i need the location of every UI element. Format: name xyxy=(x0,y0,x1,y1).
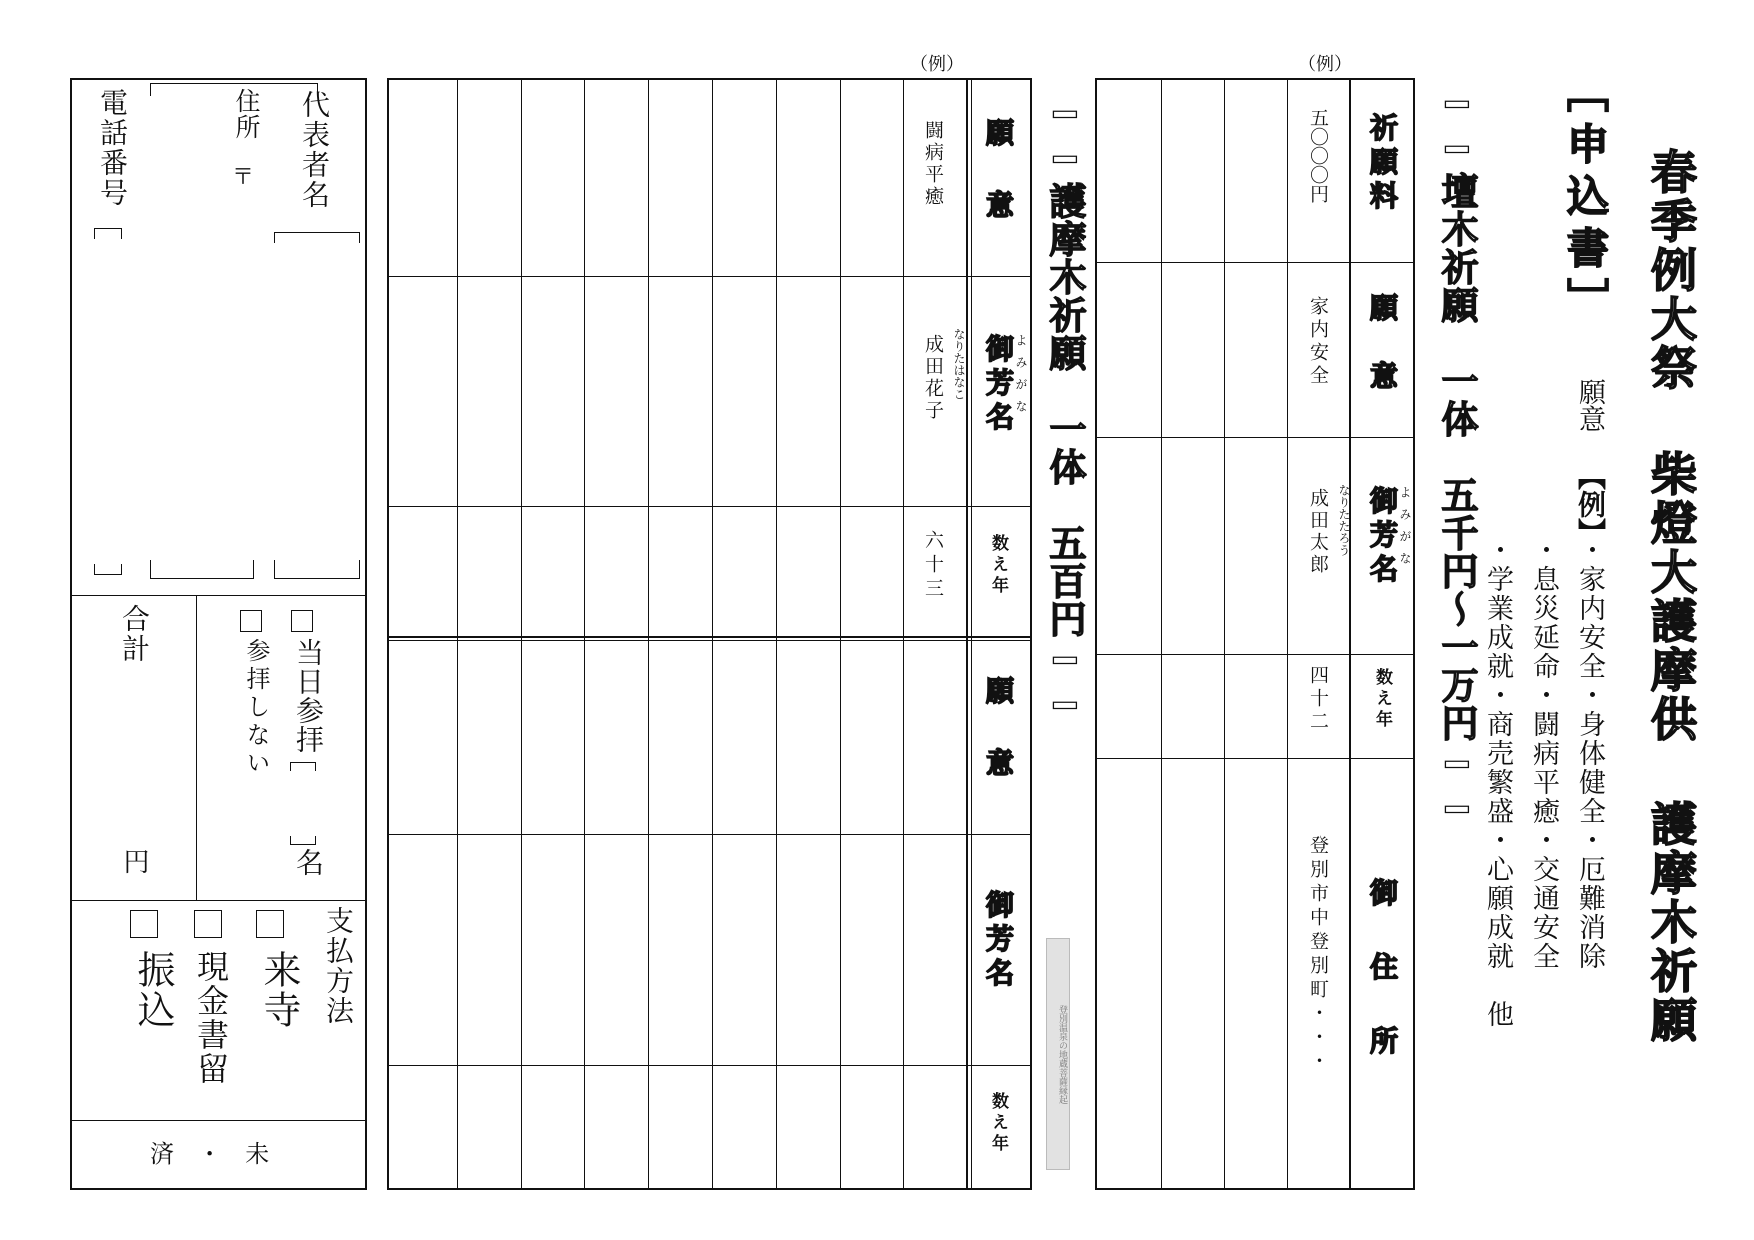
dan-example-label: （例） xyxy=(1298,54,1352,75)
attend-count-field[interactable] xyxy=(292,772,314,832)
title-line1: 春季例大祭 柴燈大護摩供 xyxy=(1644,148,1698,744)
persons-unit: 名 xyxy=(292,848,325,876)
status-mark: 済 ・ 未 xyxy=(150,1140,278,1168)
example-tag: 【例】 xyxy=(1574,462,1607,546)
attend-count-bracket-top xyxy=(290,762,316,771)
goma-grid xyxy=(387,78,1032,1190)
phone-label: 電話番号 xyxy=(96,88,129,208)
goma-header-name: 御芳名 xyxy=(982,334,1015,436)
wish-label: 願意 xyxy=(1574,378,1605,432)
goma-example-age: 六十三 xyxy=(922,530,944,602)
dan-header-age: 数え年 xyxy=(1372,668,1392,731)
payment-registered-mail-label: 現金書留 xyxy=(192,950,230,1086)
payment-visit-label: 来寺 xyxy=(257,950,301,1030)
goma-header-age-2: 数え年 xyxy=(988,1092,1008,1155)
address-bracket-top xyxy=(150,83,318,96)
goma-example-wish: 闘病平癒 xyxy=(922,120,944,208)
form-heading: ［申込書］ xyxy=(1561,70,1610,330)
address-label: 住所 xyxy=(232,88,261,140)
rep-name-field[interactable] xyxy=(278,244,356,556)
dan-example-age: 四十二 xyxy=(1307,665,1329,734)
wishes-line2: ・息災延命・闘病平癒・交通安全 xyxy=(1528,536,1559,971)
rep-name-bracket-bottom xyxy=(274,560,360,579)
phone-bracket-bottom xyxy=(94,564,122,575)
rep-name-bracket-top xyxy=(274,232,360,243)
dan-header-name-ruby: よみがな xyxy=(1398,486,1412,574)
phone-field[interactable] xyxy=(96,240,120,560)
goma-example-name-ruby: なりたはなこ xyxy=(952,328,966,400)
dan-example-fee: 五〇〇〇円 xyxy=(1307,108,1329,203)
wishes-line3: ・学業成就・商売繁盛・心願成就 他 xyxy=(1482,536,1513,1029)
phone-bracket-top xyxy=(94,228,122,239)
payment-registered-mail-checkbox[interactable] xyxy=(194,910,222,938)
postal-mark: 〒 xyxy=(232,165,255,190)
dan-example-address: 登別市中登別町・・・ xyxy=(1307,835,1329,1075)
goma-example-name: 成田花子 xyxy=(922,334,944,422)
goma-example-label: （例） xyxy=(910,54,964,75)
dan-header-fee: 祈願料 xyxy=(1366,113,1399,215)
attend-option-label: 当日参拝 xyxy=(292,638,325,754)
goma-header-wish: 願意 xyxy=(982,118,1015,262)
vertical-stamp: 登別温泉の地蔵菩薩縁起 xyxy=(1046,938,1070,1170)
dan-example-name-ruby: なりたたろう xyxy=(1337,484,1351,556)
rep-name-label: 代表者名 xyxy=(298,90,331,210)
payment-label: 支払方法 xyxy=(322,906,355,1026)
attend-count-bracket-bottom xyxy=(290,836,316,845)
dan-heading: ━━壇木祈願 一体 五千円～一万円━━ xyxy=(1435,82,1479,832)
title-line2: 護摩木祈願 xyxy=(1644,800,1698,1045)
attend-checkbox[interactable] xyxy=(291,610,313,632)
dan-example-name: 成田太郎 xyxy=(1307,488,1329,576)
address-field[interactable] xyxy=(152,100,272,554)
goma-header-name-2: 御芳名 xyxy=(982,890,1015,992)
dan-example-wish: 家内安全 xyxy=(1307,296,1329,388)
total-label: 合計 xyxy=(118,604,151,664)
dan-header-address: 御住所 xyxy=(1366,878,1399,1100)
payment-transfer-label: 振込 xyxy=(131,950,175,1030)
dan-header-name: 御芳名 xyxy=(1366,486,1399,588)
yen-unit: 円 xyxy=(119,848,149,874)
no-attend-option-label: 参拝しない xyxy=(242,638,270,778)
goma-header-wish-2: 願意 xyxy=(982,676,1015,820)
wishes-line1: ・家内安全・身体健全・厄難消除 xyxy=(1574,536,1605,971)
goma-header-age: 数え年 xyxy=(988,534,1008,597)
no-attend-checkbox[interactable] xyxy=(240,610,262,632)
dan-header-wish: 願意 xyxy=(1366,293,1399,429)
address-bracket-bottom xyxy=(150,560,254,579)
payment-transfer-checkbox[interactable] xyxy=(130,910,158,938)
goma-heading: ━━護摩木祈願 一体 五百円━━ xyxy=(1043,92,1087,728)
payment-visit-checkbox[interactable] xyxy=(256,910,284,938)
goma-header-name-ruby: よみがな xyxy=(1014,334,1028,422)
total-field[interactable] xyxy=(110,680,150,840)
